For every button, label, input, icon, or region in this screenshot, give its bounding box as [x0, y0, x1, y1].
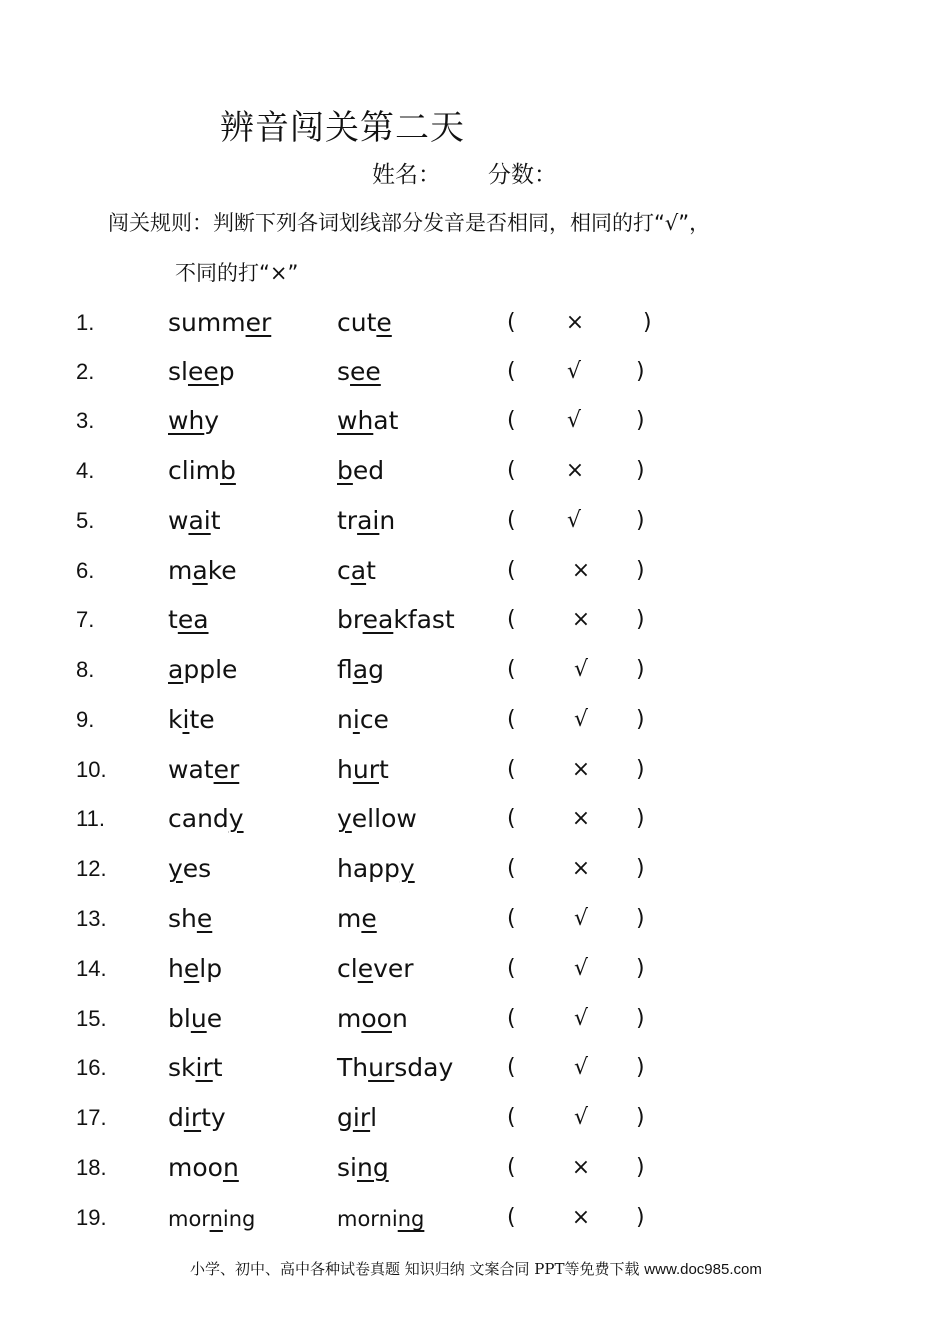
- answer-paren-left: (: [507, 1155, 516, 1180]
- question-row: [0, 856, 950, 896]
- underlined-part: b: [337, 456, 353, 485]
- answer-mark: √: [573, 1006, 589, 1031]
- question-row: [0, 1105, 950, 1145]
- question-row: [0, 458, 950, 498]
- question-number: 6.: [76, 558, 95, 583]
- question-row: [0, 906, 950, 946]
- answer-paren-left: (: [507, 1055, 516, 1080]
- underlined-part: ur: [352, 755, 379, 784]
- score-label: 分数：: [488, 162, 557, 188]
- word-a: yes: [168, 854, 212, 883]
- word-a: blue: [168, 1004, 223, 1033]
- answer-mark: √: [573, 657, 589, 682]
- word-b: cute: [337, 308, 392, 337]
- answer-paren-right: ): [636, 1006, 645, 1031]
- answer-mark: ×: [571, 607, 591, 632]
- answer-paren-right: ): [636, 1105, 645, 1130]
- word-a: skirt: [168, 1053, 223, 1082]
- answer-mark: √: [573, 956, 589, 981]
- question-number: 8.: [76, 657, 95, 682]
- underlined-part: ng: [397, 1207, 425, 1231]
- word-b: nice: [337, 705, 389, 734]
- question-number: 1.: [76, 310, 95, 335]
- word-b: clever: [337, 954, 414, 983]
- word-b: sing: [337, 1153, 389, 1182]
- question-row: [0, 558, 950, 598]
- answer-paren-right: ): [636, 359, 645, 384]
- word-b: train: [337, 506, 396, 535]
- word-a: summer: [168, 308, 272, 337]
- word-b: see: [337, 357, 381, 386]
- word-a: water: [168, 755, 240, 784]
- answer-paren-left: (: [507, 956, 516, 981]
- answer-paren-left: (: [507, 458, 516, 483]
- word-a: apple: [168, 655, 238, 684]
- question-row: [0, 1055, 950, 1095]
- question-number: 3.: [76, 408, 95, 433]
- question-number: 4.: [76, 458, 95, 483]
- question-row: [0, 657, 950, 697]
- word-a: candy: [168, 804, 244, 833]
- question-number: 10.: [76, 757, 107, 782]
- question-number: 16.: [76, 1055, 107, 1080]
- answer-paren-left: (: [507, 1105, 516, 1130]
- rules-line-1: 闯关规则：判断下列各词划线部分发音是否相同，相同的打“√”，: [108, 211, 711, 235]
- question-number: 13.: [76, 906, 107, 931]
- word-b: yellow: [337, 804, 417, 833]
- underlined-part: y: [168, 854, 183, 883]
- footer-watermark: [190, 1258, 762, 1279]
- answer-paren-left: (: [507, 806, 516, 831]
- question-number: 2.: [76, 359, 95, 384]
- answer-mark: ×: [571, 1155, 591, 1180]
- answer-mark: ×: [571, 1205, 591, 1230]
- question-number: 17.: [76, 1105, 107, 1130]
- word-a: tea: [168, 605, 209, 634]
- answer-paren-right: ): [636, 657, 645, 682]
- answer-paren-right: ): [636, 856, 645, 881]
- question-number: 9.: [76, 707, 95, 732]
- question-row: [0, 956, 950, 996]
- question-number: 14.: [76, 956, 107, 981]
- answer-mark: √: [573, 1055, 589, 1080]
- underlined-part: ea: [177, 605, 209, 634]
- answer-mark: √: [566, 359, 582, 384]
- underlined-part: oo: [361, 1004, 392, 1033]
- word-b: cat: [337, 556, 376, 585]
- footer-text: 小学、初中、高中各种试卷真题 知识归纳 文案合同 PPT等免费下载: [190, 1260, 640, 1278]
- underlined-part: y: [399, 854, 415, 883]
- underlined-part: e: [376, 308, 392, 337]
- word-b: what: [337, 406, 399, 435]
- underlined-part: b: [220, 456, 236, 485]
- answer-mark: ×: [571, 757, 591, 782]
- answer-paren-right: ): [636, 558, 645, 583]
- underlined-part: a: [192, 556, 208, 585]
- word-b: happy: [337, 854, 415, 883]
- word-b: girl: [337, 1103, 378, 1132]
- underlined-part: wh: [337, 406, 374, 435]
- word-b: flag: [337, 655, 384, 684]
- answer-paren-left: (: [507, 558, 516, 583]
- underlined-part: ee: [350, 357, 381, 386]
- name-score-row: [372, 156, 557, 189]
- word-a: kite: [168, 705, 215, 734]
- footer-url: www.doc985.com: [644, 1261, 762, 1278]
- answer-paren-left: (: [507, 906, 516, 931]
- word-a: help: [168, 954, 223, 983]
- answer-mark: ×: [565, 458, 585, 483]
- underlined-part: ir: [183, 1103, 202, 1132]
- answer-paren-left: (: [507, 508, 516, 533]
- word-a: morning: [168, 1207, 256, 1231]
- underlined-part: n: [209, 1207, 223, 1231]
- question-number: 15.: [76, 1006, 107, 1031]
- answer-paren-right: ): [636, 956, 645, 981]
- answer-mark: √: [573, 906, 589, 931]
- answer-mark: √: [573, 707, 589, 732]
- answer-paren-left: (: [507, 1205, 516, 1230]
- question-row: [0, 508, 950, 548]
- word-b: breakfast: [337, 605, 455, 634]
- answer-paren-right: ): [636, 707, 645, 732]
- underlined-part: ai: [188, 506, 211, 535]
- underlined-part: ai: [357, 506, 380, 535]
- answer-mark: √: [573, 1105, 589, 1130]
- underlined-part: ur: [368, 1053, 395, 1082]
- word-a: moon: [168, 1153, 239, 1182]
- word-b: bed: [337, 456, 385, 485]
- word-b: Thursday: [337, 1053, 454, 1082]
- underlined-part: e: [196, 904, 213, 933]
- underlined-part: a: [168, 655, 184, 684]
- answer-paren-left: (: [507, 607, 516, 632]
- underlined-part: y: [228, 804, 244, 833]
- answer-mark: ×: [571, 806, 591, 831]
- word-a: dirty: [168, 1103, 226, 1132]
- underlined-part: ng: [356, 1153, 389, 1182]
- underlined-part: e: [361, 904, 377, 933]
- word-a: make: [168, 556, 237, 585]
- underlined-part: ea: [362, 605, 394, 634]
- rules-line-2: 不同的打“×”: [175, 261, 299, 285]
- word-b: moon: [337, 1004, 408, 1033]
- answer-mark: ×: [571, 856, 591, 881]
- underlined-part: y: [337, 804, 352, 833]
- underlined-part: i: [182, 705, 190, 734]
- answer-paren-left: (: [507, 757, 516, 782]
- answer-paren-right: ): [636, 1155, 645, 1180]
- answer-paren-left: (: [507, 408, 516, 433]
- underlined-part: er: [213, 755, 240, 784]
- question-row: [0, 408, 950, 448]
- question-number: 12.: [76, 856, 107, 881]
- question-number: 19.: [76, 1205, 107, 1230]
- answer-paren-right: ): [643, 310, 652, 335]
- answer-paren-left: (: [507, 707, 516, 732]
- question-row: [0, 707, 950, 747]
- answer-mark: ×: [565, 310, 585, 335]
- word-b: me: [337, 904, 377, 933]
- underlined-part: e: [357, 954, 374, 983]
- answer-paren-right: ): [636, 757, 645, 782]
- question-row: [0, 310, 950, 350]
- name-label: 姓名：: [372, 162, 441, 188]
- question-number: 5.: [76, 508, 95, 533]
- answer-mark: ×: [571, 558, 591, 583]
- answer-paren-right: ): [636, 458, 645, 483]
- answer-paren-right: ): [636, 607, 645, 632]
- underlined-part: a: [350, 556, 367, 585]
- underlined-part: ee: [187, 357, 219, 386]
- answer-paren-right: ): [636, 408, 645, 433]
- answer-paren-right: ): [636, 1055, 645, 1080]
- underlined-part: ir: [352, 1103, 371, 1132]
- word-a: climb: [168, 456, 236, 485]
- answer-paren-left: (: [507, 310, 516, 335]
- page-title: 辨音闯关第二天: [220, 108, 465, 148]
- word-a: why: [168, 406, 220, 435]
- word-a: wait: [168, 506, 221, 535]
- answer-paren-right: ): [636, 1205, 645, 1230]
- answer-mark: √: [566, 408, 582, 433]
- underlined-part: i: [352, 705, 360, 734]
- underlined-part: n: [222, 1153, 239, 1182]
- answer-paren-left: (: [507, 657, 516, 682]
- answer-paren-right: ): [636, 906, 645, 931]
- question-row: [0, 359, 950, 399]
- underlined-part: wh: [168, 406, 205, 435]
- answer-mark: √: [566, 508, 582, 533]
- word-b: hurt: [337, 755, 389, 784]
- underlined-part: ir: [195, 1053, 213, 1082]
- underlined-part: er: [245, 308, 272, 337]
- answer-paren-left: (: [507, 359, 516, 384]
- answer-paren-left: (: [507, 1006, 516, 1031]
- underlined-part: u: [190, 1004, 207, 1033]
- word-b: morning: [337, 1207, 425, 1231]
- question-row: [0, 806, 950, 846]
- answer-paren-left: (: [507, 856, 516, 881]
- question-row: [0, 757, 950, 797]
- underlined-part: a: [352, 655, 369, 684]
- question-row: [0, 607, 950, 647]
- answer-paren-right: ): [636, 806, 645, 831]
- question-row: [0, 1006, 950, 1046]
- question-row: [0, 1155, 950, 1195]
- word-a: sleep: [168, 357, 235, 386]
- question-number: 11.: [76, 806, 105, 831]
- underlined-part: e: [183, 954, 200, 983]
- word-a: she: [168, 904, 213, 933]
- question-row: [0, 1205, 950, 1245]
- question-number: 18.: [76, 1155, 107, 1180]
- answer-paren-right: ): [636, 508, 645, 533]
- question-number: 7.: [76, 607, 95, 632]
